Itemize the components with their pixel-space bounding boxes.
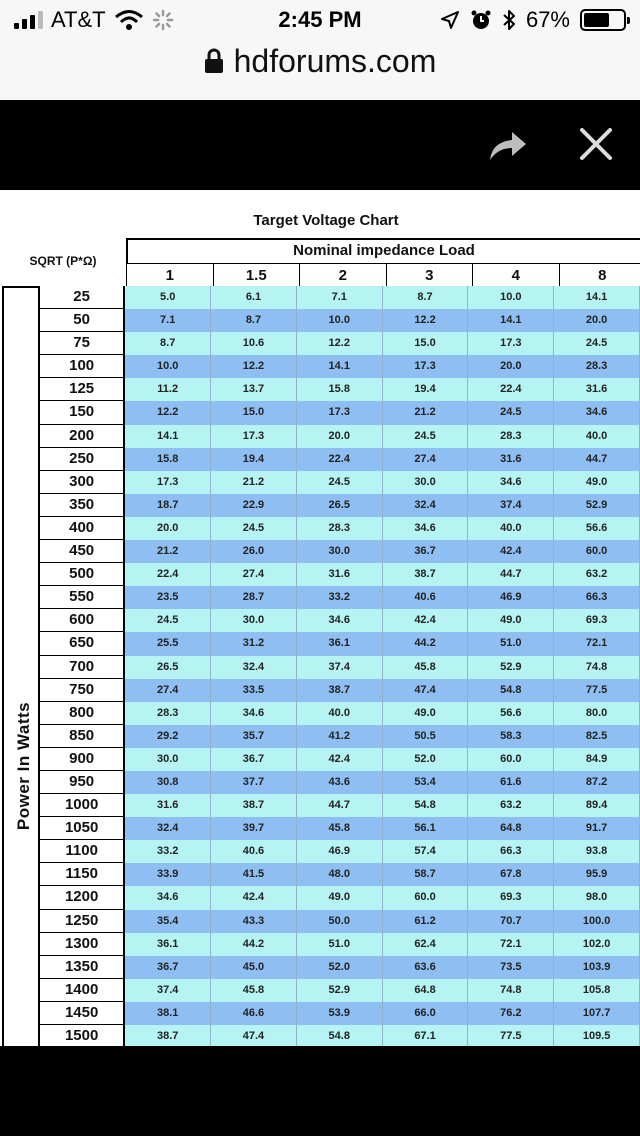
voltage-cell: 22.9 bbox=[211, 494, 297, 517]
voltage-cell: 34.6 bbox=[211, 702, 297, 725]
corner-label: SQRT (P*Ω) bbox=[29, 254, 97, 268]
voltage-cell: 31.6 bbox=[125, 794, 211, 817]
voltage-cell: 7.1 bbox=[125, 309, 211, 332]
voltage-cell: 45.8 bbox=[383, 656, 469, 679]
voltage-cell: 87.2 bbox=[554, 771, 640, 794]
voltage-cell: 84.9 bbox=[554, 748, 640, 771]
voltage-cell: 66.3 bbox=[468, 840, 554, 863]
voltage-cell: 22.4 bbox=[297, 448, 383, 471]
voltage-cell: 15.8 bbox=[125, 448, 211, 471]
voltage-cell: 12.2 bbox=[125, 401, 211, 424]
voltage-cell: 76.2 bbox=[468, 1002, 554, 1025]
table-row bbox=[40, 378, 640, 401]
voltage-cell: 50.5 bbox=[383, 725, 469, 748]
voltage-cell: 42.4 bbox=[383, 609, 469, 632]
voltage-cell: 26.0 bbox=[211, 540, 297, 563]
voltage-cell: 38.7 bbox=[383, 563, 469, 586]
voltage-cell: 37.4 bbox=[297, 656, 383, 679]
voltage-cell: 17.3 bbox=[468, 332, 554, 355]
voltage-cell: 37.7 bbox=[211, 771, 297, 794]
table-row bbox=[40, 286, 640, 309]
voltage-cell: 45.0 bbox=[211, 956, 297, 979]
voltage-cell: 29.2 bbox=[125, 725, 211, 748]
table-row bbox=[40, 910, 640, 933]
column-header: 2 bbox=[299, 263, 386, 286]
voltage-cell: 22.4 bbox=[125, 563, 211, 586]
bluetooth-icon bbox=[502, 9, 516, 31]
voltage-cell: 40.6 bbox=[211, 840, 297, 863]
voltage-cell: 30.0 bbox=[211, 609, 297, 632]
voltage-cell: 30.0 bbox=[297, 540, 383, 563]
voltage-cell: 57.4 bbox=[383, 840, 469, 863]
voltage-cell: 56.6 bbox=[468, 702, 554, 725]
voltage-cell: 31.2 bbox=[211, 632, 297, 655]
voltage-cell: 27.4 bbox=[125, 679, 211, 702]
voltage-cell: 19.4 bbox=[211, 448, 297, 471]
voltage-cell: 31.6 bbox=[297, 563, 383, 586]
watts-cell: 750 bbox=[40, 679, 125, 702]
voltage-cell: 54.8 bbox=[468, 679, 554, 702]
close-icon[interactable] bbox=[574, 122, 618, 166]
table-row bbox=[40, 979, 640, 1002]
voltage-cell: 43.6 bbox=[297, 771, 383, 794]
voltage-cell: 42.4 bbox=[468, 540, 554, 563]
voltage-cell: 34.6 bbox=[297, 609, 383, 632]
watts-cell: 450 bbox=[40, 540, 125, 563]
voltage-cell: 27.4 bbox=[383, 448, 469, 471]
voltage-cell: 93.8 bbox=[554, 840, 640, 863]
voltage-cell: 42.4 bbox=[297, 748, 383, 771]
voltage-cell: 38.7 bbox=[211, 794, 297, 817]
table-row bbox=[40, 332, 640, 355]
chart-title: Target Voltage Chart bbox=[253, 212, 399, 229]
voltage-cell: 5.0 bbox=[125, 286, 211, 309]
voltage-cell: 72.1 bbox=[468, 933, 554, 956]
watts-cell: 850 bbox=[40, 725, 125, 748]
voltage-cell: 91.7 bbox=[554, 817, 640, 840]
voltage-cell: 15.0 bbox=[211, 401, 297, 424]
voltage-cell: 28.3 bbox=[125, 702, 211, 725]
voltage-cell: 64.8 bbox=[468, 817, 554, 840]
voltage-cell: 70.7 bbox=[468, 910, 554, 933]
voltage-cell: 10.0 bbox=[125, 355, 211, 378]
watts-cell: 250 bbox=[40, 448, 125, 471]
voltage-cell: 45.8 bbox=[211, 979, 297, 1002]
table-body bbox=[40, 286, 640, 1046]
voltage-cell: 74.8 bbox=[468, 979, 554, 1002]
watts-cell: 25 bbox=[40, 286, 125, 309]
address-bar[interactable] bbox=[0, 40, 640, 82]
voltage-cell: 109.5 bbox=[554, 1025, 640, 1046]
voltage-cell: 44.7 bbox=[468, 563, 554, 586]
voltage-cell: 8.7 bbox=[211, 309, 297, 332]
voltage-cell: 66.3 bbox=[554, 586, 640, 609]
voltage-cell: 43.3 bbox=[211, 910, 297, 933]
voltage-cell: 24.5 bbox=[383, 425, 469, 448]
voltage-cell: 44.2 bbox=[383, 632, 469, 655]
voltage-cell: 89.4 bbox=[554, 794, 640, 817]
voltage-cell: 7.1 bbox=[297, 286, 383, 309]
table-row bbox=[40, 517, 640, 540]
row-group-header bbox=[2, 286, 40, 1046]
table-row bbox=[40, 794, 640, 817]
voltage-cell: 20.0 bbox=[554, 309, 640, 332]
voltage-cell: 36.7 bbox=[211, 748, 297, 771]
watts-cell: 1450 bbox=[40, 1002, 125, 1025]
table-row bbox=[40, 401, 640, 424]
watts-cell: 1350 bbox=[40, 956, 125, 979]
voltage-cell: 38.1 bbox=[125, 1002, 211, 1025]
voltage-cell: 66.0 bbox=[383, 1002, 469, 1025]
voltage-cell: 17.3 bbox=[211, 425, 297, 448]
voltage-cell: 33.2 bbox=[297, 586, 383, 609]
voltage-cell: 35.7 bbox=[211, 725, 297, 748]
voltage-cell: 73.5 bbox=[468, 956, 554, 979]
chart-image bbox=[0, 190, 640, 1046]
voltage-cell: 30.0 bbox=[383, 471, 469, 494]
voltage-cell: 19.4 bbox=[383, 378, 469, 401]
voltage-cell: 28.3 bbox=[468, 425, 554, 448]
voltage-cell: 63.2 bbox=[468, 794, 554, 817]
voltage-cell: 36.7 bbox=[125, 956, 211, 979]
voltage-cell: 72.1 bbox=[554, 632, 640, 655]
voltage-cell: 56.6 bbox=[554, 517, 640, 540]
watts-cell: 1050 bbox=[40, 817, 125, 840]
table-row bbox=[40, 933, 640, 956]
voltage-cell: 49.0 bbox=[297, 886, 383, 909]
voltage-cell: 20.0 bbox=[125, 517, 211, 540]
voltage-cell: 60.0 bbox=[383, 886, 469, 909]
table-row bbox=[40, 817, 640, 840]
voltage-cell: 31.6 bbox=[468, 448, 554, 471]
table-row bbox=[40, 1002, 640, 1025]
column-group-label: Nominal impedance Load bbox=[126, 238, 640, 263]
voltage-cell: 44.2 bbox=[211, 933, 297, 956]
watts-cell: 75 bbox=[40, 332, 125, 355]
voltage-cell: 46.9 bbox=[468, 586, 554, 609]
voltage-cell: 22.4 bbox=[468, 378, 554, 401]
table-row bbox=[40, 863, 640, 886]
voltage-cell: 18.7 bbox=[125, 494, 211, 517]
voltage-cell: 12.2 bbox=[383, 309, 469, 332]
voltage-cell: 32.4 bbox=[125, 817, 211, 840]
voltage-cell: 49.0 bbox=[554, 471, 640, 494]
voltage-cell: 53.9 bbox=[297, 1002, 383, 1025]
watts-cell: 1200 bbox=[40, 886, 125, 909]
table-row bbox=[40, 656, 640, 679]
voltage-cell: 36.7 bbox=[383, 540, 469, 563]
voltage-cell: 50.0 bbox=[297, 910, 383, 933]
voltage-cell: 58.7 bbox=[383, 863, 469, 886]
table-row bbox=[40, 956, 640, 979]
table-row bbox=[40, 1025, 640, 1046]
voltage-cell: 95.9 bbox=[554, 863, 640, 886]
voltage-cell: 61.6 bbox=[468, 771, 554, 794]
watts-cell: 1400 bbox=[40, 979, 125, 1002]
voltage-cell: 61.2 bbox=[383, 910, 469, 933]
watts-cell: 950 bbox=[40, 771, 125, 794]
lock-icon bbox=[204, 48, 224, 74]
watts-cell: 200 bbox=[40, 425, 125, 448]
column-header: 4 bbox=[472, 263, 559, 286]
voltage-cell: 14.1 bbox=[125, 425, 211, 448]
voltage-cell: 34.6 bbox=[125, 886, 211, 909]
voltage-cell: 44.7 bbox=[554, 448, 640, 471]
voltage-cell: 13.7 bbox=[211, 378, 297, 401]
row-group-label: Power In Watts bbox=[14, 701, 33, 831]
voltage-cell: 48.0 bbox=[297, 863, 383, 886]
voltage-cell: 54.8 bbox=[297, 1025, 383, 1046]
voltage-cell: 30.0 bbox=[125, 748, 211, 771]
voltage-cell: 12.2 bbox=[297, 332, 383, 355]
voltage-cell: 37.4 bbox=[468, 494, 554, 517]
voltage-cell: 33.9 bbox=[125, 863, 211, 886]
voltage-cell: 39.7 bbox=[211, 817, 297, 840]
voltage-cell: 14.1 bbox=[468, 309, 554, 332]
voltage-cell: 35.4 bbox=[125, 910, 211, 933]
table-row bbox=[40, 586, 640, 609]
voltage-cell: 15.0 bbox=[383, 332, 469, 355]
table-row bbox=[40, 471, 640, 494]
voltage-cell: 31.6 bbox=[554, 378, 640, 401]
voltage-cell: 36.1 bbox=[125, 933, 211, 956]
voltage-cell: 46.6 bbox=[211, 1002, 297, 1025]
voltage-cell: 24.5 bbox=[211, 517, 297, 540]
voltage-cell: 37.4 bbox=[125, 979, 211, 1002]
column-header: 1.5 bbox=[213, 263, 300, 286]
browser-header bbox=[0, 0, 640, 100]
watts-cell: 1150 bbox=[40, 863, 125, 886]
voltage-cell: 69.3 bbox=[468, 886, 554, 909]
url-text: hdforums.com bbox=[233, 42, 437, 79]
watts-cell: 600 bbox=[40, 609, 125, 632]
carrier-label: AT&T bbox=[51, 7, 106, 32]
watts-cell: 700 bbox=[40, 656, 125, 679]
voltage-cell: 23.5 bbox=[125, 586, 211, 609]
voltage-cell: 17.3 bbox=[125, 471, 211, 494]
voltage-cell: 44.7 bbox=[297, 794, 383, 817]
voltage-cell: 67.8 bbox=[468, 863, 554, 886]
watts-cell: 900 bbox=[40, 748, 125, 771]
voltage-cell: 25.5 bbox=[125, 632, 211, 655]
voltage-cell: 77.5 bbox=[554, 679, 640, 702]
voltage-cell: 60.0 bbox=[554, 540, 640, 563]
table-row bbox=[40, 886, 640, 909]
voltage-cell: 40.0 bbox=[468, 517, 554, 540]
voltage-cell: 67.1 bbox=[383, 1025, 469, 1046]
voltage-cell: 107.7 bbox=[554, 1002, 640, 1025]
voltage-cell: 40.6 bbox=[383, 586, 469, 609]
watts-cell: 150 bbox=[40, 401, 125, 424]
watts-cell: 1500 bbox=[40, 1025, 125, 1046]
watts-cell: 1250 bbox=[40, 910, 125, 933]
voltage-cell: 47.4 bbox=[211, 1025, 297, 1046]
battery-icon bbox=[580, 9, 626, 31]
voltage-cell: 38.7 bbox=[297, 679, 383, 702]
voltage-cell: 24.5 bbox=[468, 401, 554, 424]
table-row bbox=[40, 540, 640, 563]
voltage-cell: 40.0 bbox=[297, 702, 383, 725]
voltage-cell: 56.1 bbox=[383, 817, 469, 840]
voltage-cell: 34.6 bbox=[554, 401, 640, 424]
column-header: 3 bbox=[386, 263, 473, 286]
voltage-cell: 51.0 bbox=[297, 933, 383, 956]
voltage-cell: 21.2 bbox=[125, 540, 211, 563]
voltage-cell: 28.7 bbox=[211, 586, 297, 609]
voltage-cell: 32.4 bbox=[211, 656, 297, 679]
voltage-cell: 45.8 bbox=[297, 817, 383, 840]
voltage-cell: 102.0 bbox=[554, 933, 640, 956]
voltage-cell: 6.1 bbox=[211, 286, 297, 309]
voltage-cell: 10.0 bbox=[468, 286, 554, 309]
voltage-cell: 60.0 bbox=[468, 748, 554, 771]
voltage-cell: 30.8 bbox=[125, 771, 211, 794]
table-row bbox=[40, 355, 640, 378]
table-row bbox=[40, 702, 640, 725]
watts-cell: 650 bbox=[40, 632, 125, 655]
voltage-cell: 24.5 bbox=[554, 332, 640, 355]
voltage-cell: 10.0 bbox=[297, 309, 383, 332]
status-bar bbox=[0, 0, 640, 40]
voltage-cell: 10.6 bbox=[211, 332, 297, 355]
voltage-cell: 12.2 bbox=[211, 355, 297, 378]
table-row bbox=[40, 840, 640, 863]
voltage-cell: 52.9 bbox=[554, 494, 640, 517]
watts-cell: 400 bbox=[40, 517, 125, 540]
voltage-cell: 28.3 bbox=[554, 355, 640, 378]
voltage-cell: 33.2 bbox=[125, 840, 211, 863]
table-row bbox=[40, 725, 640, 748]
watts-cell: 1100 bbox=[40, 840, 125, 863]
watts-cell: 125 bbox=[40, 378, 125, 401]
voltage-cell: 49.0 bbox=[468, 609, 554, 632]
table-row bbox=[40, 494, 640, 517]
voltage-cell: 24.5 bbox=[297, 471, 383, 494]
voltage-cell: 17.3 bbox=[383, 355, 469, 378]
voltage-cell: 51.0 bbox=[468, 632, 554, 655]
alarm-icon bbox=[470, 9, 492, 31]
table-row bbox=[40, 679, 640, 702]
voltage-cell: 14.1 bbox=[297, 355, 383, 378]
voltage-cell: 15.8 bbox=[297, 378, 383, 401]
watts-cell: 1000 bbox=[40, 794, 125, 817]
voltage-cell: 80.0 bbox=[554, 702, 640, 725]
voltage-cell: 33.5 bbox=[211, 679, 297, 702]
voltage-cell: 21.2 bbox=[383, 401, 469, 424]
voltage-cell: 63.6 bbox=[383, 956, 469, 979]
voltage-cell: 17.3 bbox=[297, 401, 383, 424]
share-icon[interactable] bbox=[482, 122, 530, 170]
voltage-cell: 26.5 bbox=[125, 656, 211, 679]
voltage-cell: 98.0 bbox=[554, 886, 640, 909]
voltage-cell: 41.5 bbox=[211, 863, 297, 886]
watts-cell: 50 bbox=[40, 309, 125, 332]
table-row bbox=[40, 425, 640, 448]
voltage-cell: 49.0 bbox=[383, 702, 469, 725]
battery-percent: 67% bbox=[525, 7, 570, 32]
voltage-cell: 62.4 bbox=[383, 933, 469, 956]
battery-fill bbox=[584, 13, 609, 27]
column-header: 8 bbox=[559, 263, 640, 286]
voltage-cell: 100.0 bbox=[554, 910, 640, 933]
watts-cell: 800 bbox=[40, 702, 125, 725]
watts-cell: 500 bbox=[40, 563, 125, 586]
watts-cell: 100 bbox=[40, 355, 125, 378]
voltage-cell: 64.8 bbox=[383, 979, 469, 1002]
table-row bbox=[40, 748, 640, 771]
voltage-cell: 82.5 bbox=[554, 725, 640, 748]
voltage-cell: 52.9 bbox=[297, 979, 383, 1002]
voltage-cell: 52.9 bbox=[468, 656, 554, 679]
voltage-cell: 34.6 bbox=[383, 517, 469, 540]
voltage-cell: 8.7 bbox=[383, 286, 469, 309]
column-header: 1 bbox=[126, 263, 213, 286]
voltage-cell: 38.7 bbox=[125, 1025, 211, 1046]
voltage-cell: 27.4 bbox=[211, 563, 297, 586]
voltage-cell: 36.1 bbox=[297, 632, 383, 655]
voltage-cell: 74.8 bbox=[554, 656, 640, 679]
table-row bbox=[40, 563, 640, 586]
voltage-cell: 63.2 bbox=[554, 563, 640, 586]
watts-cell: 300 bbox=[40, 471, 125, 494]
table-row bbox=[40, 632, 640, 655]
voltage-cell: 24.5 bbox=[125, 609, 211, 632]
voltage-cell: 32.4 bbox=[383, 494, 469, 517]
voltage-cell: 47.4 bbox=[383, 679, 469, 702]
voltage-cell: 53.4 bbox=[383, 771, 469, 794]
voltage-cell: 20.0 bbox=[468, 355, 554, 378]
voltage-cell: 28.3 bbox=[297, 517, 383, 540]
voltage-cell: 54.8 bbox=[383, 794, 469, 817]
watts-cell: 350 bbox=[40, 494, 125, 517]
watts-cell: 1300 bbox=[40, 933, 125, 956]
voltage-cell: 46.9 bbox=[297, 840, 383, 863]
voltage-cell: 58.3 bbox=[468, 725, 554, 748]
table-row bbox=[40, 609, 640, 632]
voltage-cell: 103.9 bbox=[554, 956, 640, 979]
voltage-cell: 52.0 bbox=[383, 748, 469, 771]
table-row bbox=[40, 771, 640, 794]
voltage-cell: 52.0 bbox=[297, 956, 383, 979]
location-icon bbox=[440, 10, 460, 30]
voltage-cell: 11.2 bbox=[125, 378, 211, 401]
voltage-cell: 41.2 bbox=[297, 725, 383, 748]
voltage-cell: 26.5 bbox=[297, 494, 383, 517]
clock: 2:45 PM bbox=[278, 7, 362, 32]
voltage-cell: 69.3 bbox=[554, 609, 640, 632]
voltage-cell: 40.0 bbox=[554, 425, 640, 448]
voltage-cell: 34.6 bbox=[468, 471, 554, 494]
image-viewer-toolbar bbox=[0, 100, 640, 190]
voltage-cell: 20.0 bbox=[297, 425, 383, 448]
voltage-cell: 77.5 bbox=[468, 1025, 554, 1046]
voltage-cell: 14.1 bbox=[554, 286, 640, 309]
voltage-cell: 42.4 bbox=[211, 886, 297, 909]
voltage-cell: 21.2 bbox=[211, 471, 297, 494]
table-row bbox=[40, 448, 640, 471]
column-headers bbox=[126, 263, 640, 286]
voltage-cell: 105.8 bbox=[554, 979, 640, 1002]
watts-cell: 550 bbox=[40, 586, 125, 609]
table-row bbox=[40, 309, 640, 332]
voltage-cell: 8.7 bbox=[125, 332, 211, 355]
